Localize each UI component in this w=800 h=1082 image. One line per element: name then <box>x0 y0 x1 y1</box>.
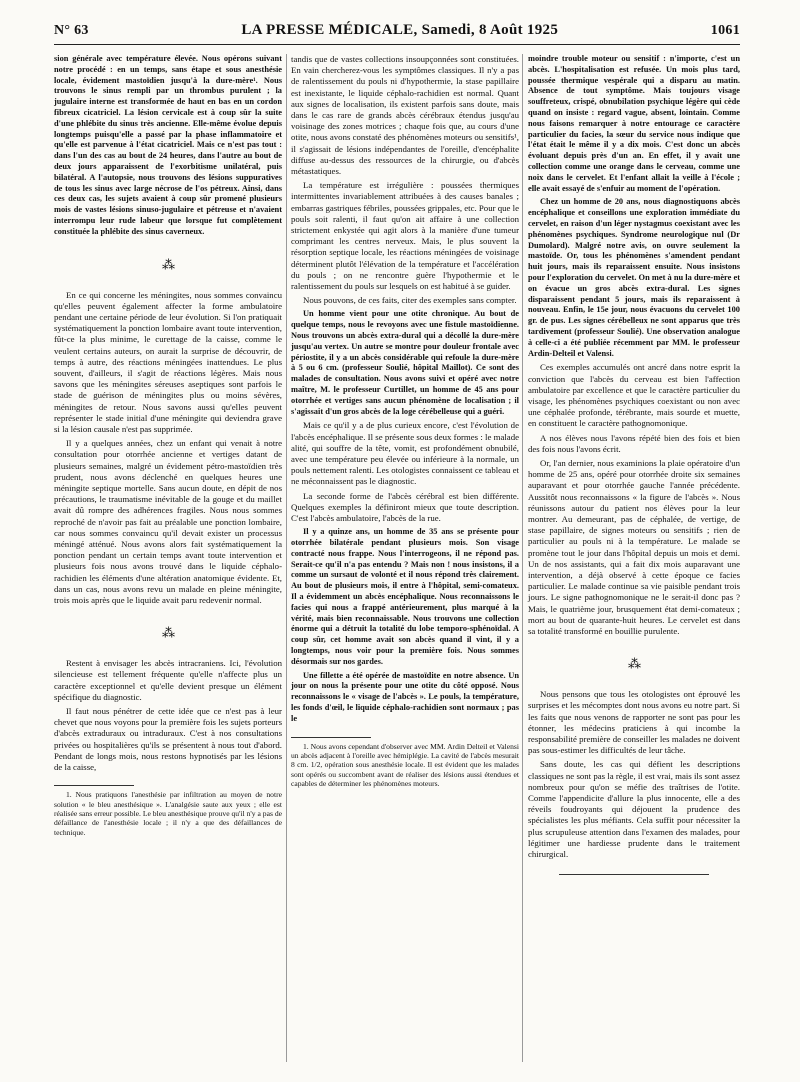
column-3 <box>528 54 740 875</box>
section-separator: ⁂ <box>628 656 640 672</box>
column-2 <box>291 54 519 789</box>
footnote: 1. Nous avons cependant d'observer avec MM. Ardin Delteil et Valensi un abcès adjacent à l'oreille avec hémiplégie. La cavité de l'abcès mesurait 8 cm. 1/2, opération sous anesthésie locale. Il est évident que les malades sont opérés ou succombent avant de réaliser des lésions aussi étendues et capables de déterminer les phénomènes moteurs. <box>291 741 519 789</box>
paragraph: Il y a quelques années, chez un enfant qui venait à notre consultation pour otorrhée ancienne et vertiges datant de plusieurs semaines, malgré un évidement pétro-mastoïdien très prudent, nous avons déclenché en quelques heures une méningite septique mortelle. Sans aucun doute, en dépit de nos précautions, le traumatisme inévitable de la gouge et du maillet avait dû rompre des adhérences fragiles. Nous nous sommes reproché de n'avoir pas fait au préalable une ponction lombaire, car nous sommes convaincu qu'il devait exister un processus méningé atténué. Nous avons alors fait systématiquement la ponction pendant un certain temps avant toute intervention et plusieurs fois nous avons trouvé dans le liquide céphalo-rachidien les éléments d'une altération anatomique évidente. Et, dans un cas, nous avons revu un malade en pleine méningite, trois mois après que le liquide avait paru redevenir normal. <box>54 438 282 606</box>
paragraph: Ces exemples accumulés ont ancré dans notre esprit la conviction que l'abcès du cerveau est bien l'affection ambulatoire par excellence et que le caractère particulier du visage, les phénomènes psychiques coexistant ou non avec une céphalée profonde, térébrante, mais sourde et muette, en constituent le caractère pathognomonique. <box>528 362 740 429</box>
paragraph: Il faut nous pénétrer de cette idée que ce n'est pas à leur chevet que nous voyons pour la première fois les sujets porteurs d'abcès extraduraux ou intraduraux. C'est à nos consultations privées ou hospitalières qu'ils se présentent à nous tout d'abord. Pendant de longs mois, nous restons hypnotisés par les lésions de la caisse, <box>54 706 282 773</box>
column-divider <box>522 54 523 1062</box>
case-report: Il y a quinze ans, un homme de 35 ans se présente pour otorrhée bilatérale pendant plusieurs mois. Son visage contracté nous frappe. Nous l'interrogeons, il ne répond pas. Serait-ce qu'il n'a pas entendu ? Mais non ! nous insistons, il a comme un sursaut de volonté et il nous répond très clairement. Au bout de plusieurs mois, il entre à l'hôpital, semi-comateux. Il a évidemment un abcès encéphalique. Nous reconnaissons le facies qui nous a frappé antérieurement, plus marqué à la vérité, mais bien reconnaissable. Nous trouvons une collection énorme qui a détruit la totalité du lobe temporo-sphénoïdal. A coup sûr, cet homme avait son abcès quand il vint, il y a longtemps, nous voir pour la première fois. Nous sommes désormais sur nos gardes. <box>291 527 519 666</box>
header-rule <box>54 44 740 45</box>
paragraph: Mais ce qu'il y a de plus curieux encore, c'est l'évolution de l'abcès encéphalique. Il se présente sous deux formes : le malade alité, qui souffre de la tête, vomit, est profondément obnubilé, avec une température peu élevée ou inférieure à la normale, un pouls nettement ralenti. Les otologistes connaissent ce tableau et ne méconnaissent pas le diagnostic. <box>291 420 519 487</box>
case-report: Un homme vient pour une otite chronique. Au bout de quelque temps, nous le revoyons avec une fistule mastoïdienne. Nous trouvons un abcès extra-dural qui a décollé la dure-mère jusqu'au vertex. Un autre se montre pour douleur frontale avec périostite, il y a un abcès considérable qui refoule la dure-mère à 5 ou 6 cm. (professeur Soulié, hôpital Maillot). Ce sont des malades de consultation. Nous avons suivi et opéré avec notre maître, M. le professeur Curtillet, un homme de 45 ans pour otorrhée et vertiges sans aucun phénomène de localisation ; il s'agissait d'un gros abcès de la loge cérébelleuse qui a guéri. <box>291 309 519 416</box>
page-header <box>54 22 740 44</box>
case-report: moindre trouble moteur ou sensitif : n'importe, c'est un abcès. L'hospitalisation est refusée. Un mois plus tard, poussée thermique vespérale qui a disparu au matin. Absence de tout symptôme. Mais toujours visage souffreteux, crispé, obnubilation psychique légère qui cède quand on insiste : regard vague, absent, lointain. Comme nous faisons remarquer à notre entourage ce caractère particulier du facies, la sœur du service nous indique que l'état était le même il y a dix mois. C'est donc un abcès évoluant depuis près d'un an. En effet, il y avait une collection comme une orange dans le cerveau, comme une noix dans le cervelet. Et l'enfant allait la veille à l'école ; elle avait essayé de s'enfuir au moment de l'opération. <box>528 54 740 193</box>
end-rule <box>559 874 709 875</box>
issue-number: N° 63 <box>54 23 89 38</box>
column-1 <box>54 54 282 837</box>
case-report: Chez un homme de 20 ans, nous diagnostiquons abcès encéphalique et conseillons une exploration immédiate du cervelet, en raison d'un léger nystagmus coexistant avec les phénomènes psychiques. Syndrome neurologique nul (Dr Dumolard). Malgré notre avis, on ouvre seulement la mastoïde. Or, tous les phénomènes s'amendent pendant huit jours, mais ils reparaissent ensuite. Nous insistons pour l'exploration du cervelet. On met à nu la dure-mère et on évacue un gros abcès extra-dural. Les signes disparaissent pendant 5 jours, mais ils reparaissent à nouveau. Enfin, le 15e jour, nous évacuons du cervelet 100 gr. de pus. Les signes cérébelleux ne sont apparus que très tardivement (professeur Soulié). Une observation analogue à celle-ci a été publiée récemment par MM. le professeur Ardin-Delteil et Valensi. <box>528 197 740 358</box>
page-number: 1061 <box>710 23 740 38</box>
section-separator: ⁂ <box>162 625 174 641</box>
paragraph: Nous pouvons, de ces faits, citer des exemples sans compter. <box>303 295 517 306</box>
footnote-rule <box>291 737 371 738</box>
paragraph: Sans doute, les cas qui défient les descriptions classiques ne sont pas la règle, il est vrai, mais ils sont assez nombreux pour qu'on se méfie des traîtrises de l'otite. Comme l'appendicite d'allure la plus innocente, elle a des réveils foudroyants qui déjouent la prudence des spécialistes les plus méfiants. Cela suffit pour nécessiter la plus scrupuleuse attention dans l'examen des malades, pour légitimer une hardiesse prudente dans le traitement chirurgical. <box>528 759 740 860</box>
footnote: 1. Nous pratiquons l'anesthésie par infiltration au moyen de notre solution « le bleu anesthésique ». L'analgésie saute aux yeux ; elle est réalisée sans erreur possible. Le bleu anesthésique prouve qu'il n'y a pas de défaillance de l'anesthésie locale ; il n'y a que des défaillances de technique. <box>54 790 282 837</box>
paragraph: A nos élèves nous l'avons répété bien des fois et bien des fois nous l'avons écrit. <box>528 432 740 454</box>
journal-title: LA PRESSE MÉDICALE, Samedi, 8 Août 1925 <box>241 22 559 38</box>
paragraph: La seconde forme de l'abcès cérébral est bien différente. Quelques exemples la définiront mieux que toute description. C'est l'abcès ambulatoire, l'abcès de la rue. <box>291 490 519 524</box>
case-report: Une fillette a été opérée de mastoïdite en notre absence. Un jour on nous la présente pour une otite du côté opposé. Nous reconnaissons le « visage de l'abcès ». Le pouls, la température, les fonds d'œil, le liquide céphalo-rachidien sont normaux ; pas le <box>291 670 519 723</box>
footnote-rule <box>54 785 134 786</box>
paragraph: En ce qui concerne les méningites, nous sommes convaincu qu'elles peuvent également affecter la forme ambulatoire pendant une certaine période de leur évolution. Si l'on pratiquait systématiquement la ponction lombaire avant toute intervention, fût-ce la plus minime, le curettage de la caisse, comme le veulent certains auteurs, on aurait la surprise de découvrir, de temps à autre, des réactions méningées inattendues. Le plus souvent, d'ailleurs, il s'agit de réactions légères. Mais nous savons que les méningites séreuses aseptiques sont parfois le stade de guérison de méningites plus ou moins sévères, méningites de retour. Nous savons aussi qu'elles peuvent représenter le stade initial d'une méningite qui deviendra grave si la lésion causale n'est pas supprimée. <box>54 289 282 434</box>
paragraph: Restent à envisager les abcès intracraniens. Ici, l'évolution silencieuse est tellement fréquente qu'elle n'affecte plus un caractère exceptionnel et qu'elle devient presque un élément spécifique du diagnostic. <box>54 658 282 702</box>
paragraph: sion générale avec température élevée. Nous opérons suivant notre procédé : en un temps, sans étape et sous anesthésie locale, évidement mastoïdien jusqu'à la dure-mère¹. Nous trouvons le sinus rempli par un thrombus purulent ; la jugulaire interne est transformée de haut en bas en un cordon fibreux cicatriciel. La lésion cervicale est à coup sûr la suite d'une phlébite du sinus très ancienne. Elle-même évolue depuis longtemps puisqu'elle a passé par la phase inflammatoire et qu'elle est parvenue à l'état cicatriciel. Mais ce n'est pas tout : dans l'un des cas au bout de 24 heures, dans l'autre au bout de deux jours apparaissent de l'exorbitisme unilatéral, puis bilatéral. A l'autopsie, nous trouvons des lésions suppuratives de tous les sinus avec large nécrose de l'os pétreux. Ainsi, dans ces deux cas, les sujets avaient à coup sûr promené plusieurs mois de vastes lésions sinuso-jugulaire et pétreuse et n'avaient interrompu leur rude labeur que lorsque fut complètement constituée la phlébite des sinus caverneux. <box>54 54 282 236</box>
section-separator: ⁂ <box>162 256 174 272</box>
paragraph: tandis que de vastes collections insoupçonnées sont constituées. En vain chercherez-vous les symptômes classiques. Il n'y a pas de ralentissement du pouls ni d'hypothermie, la stase papillaire est inexistante, le liquide céphalo-rachidien est normal. Quant aux signes de localisation, ils existent parfois sans doute, mais dans le cas rare de grands abcès cérébraux étendus jusqu'au voisinage des zones motrices ; chaque fois que, au cours d'une otite, nous avons constaté des phénomènes moteurs ou sensitifs¹, il s'agissait de lésions indépendantes de l'oreille, d'encéphalite diffuse au-dessus des ressources de la chirurgie, ou d'abcès métastatiques. <box>291 54 519 177</box>
paragraph: Or, l'an dernier, nous examinions la plaie opératoire d'un homme de 25 ans, opéré pour otorrhée droite six semaines auparavant et pour otorrhée gauche l'année précédente. Aussitôt nous reconnaissons « la figure de l'abcès ». Nous réunissons autour du patient nos élèves pour la leur montrer. Au demeurant, pas de céphalée, de vertige, de stase papillaire, de signes moteurs ou sensitifs ; rien de particulier au pouls ni à la température. Le malade se promène tout le jour dans l'hôpital depuis un mois et demi. Un de nos assistants, qui a fait dix mois auparavant une intervention, a déjà observé à cette époque ce facies particulier. Le malade continue sa vie paisible pendant trois jours. Le signe pathognomonique ne le serait-il donc pas ? Mais, le quatrième jour, brusquement état demi-comateux ; mort au bout de quarante-huit heures. Le cervelet est dans sa totalité transformé en bouillie purulente. <box>528 457 740 636</box>
paragraph: La température est irrégulière : poussées thermiques intermittentes invariablement attribuées à des causes banales ; embarras gastriques fébriles, poussées grippales, etc. Pour que le pouls soit ralenti, il faut qu'on ait affaire à une collection strictement enkystée qui agit alors à la manière d'une tumeur comprimant les centres nerveux. Mais, le plus souvent la résorption septique locale, les réactions méningées de voisinage déterminent plutôt l'élévation de la température et l'accélération du pouls ; on ne rencontre guère l'hypothermie et le ralentissement du pouls sur lesquels on est habitué à se guider. <box>291 180 519 292</box>
column-divider <box>286 54 287 1062</box>
paragraph: Nous pensons que tous les otologistes ont éprouvé les surprises et les mécomptes dont nous avons eu notre part. Si les faits que nous venons de rapporter ne sont pas pour les étonner, les médecins praticiens à qui incombe la responsabilité première de conseiller les malades ne doivent pas sous-estimer les difficultés de leur tâche. <box>528 689 740 756</box>
